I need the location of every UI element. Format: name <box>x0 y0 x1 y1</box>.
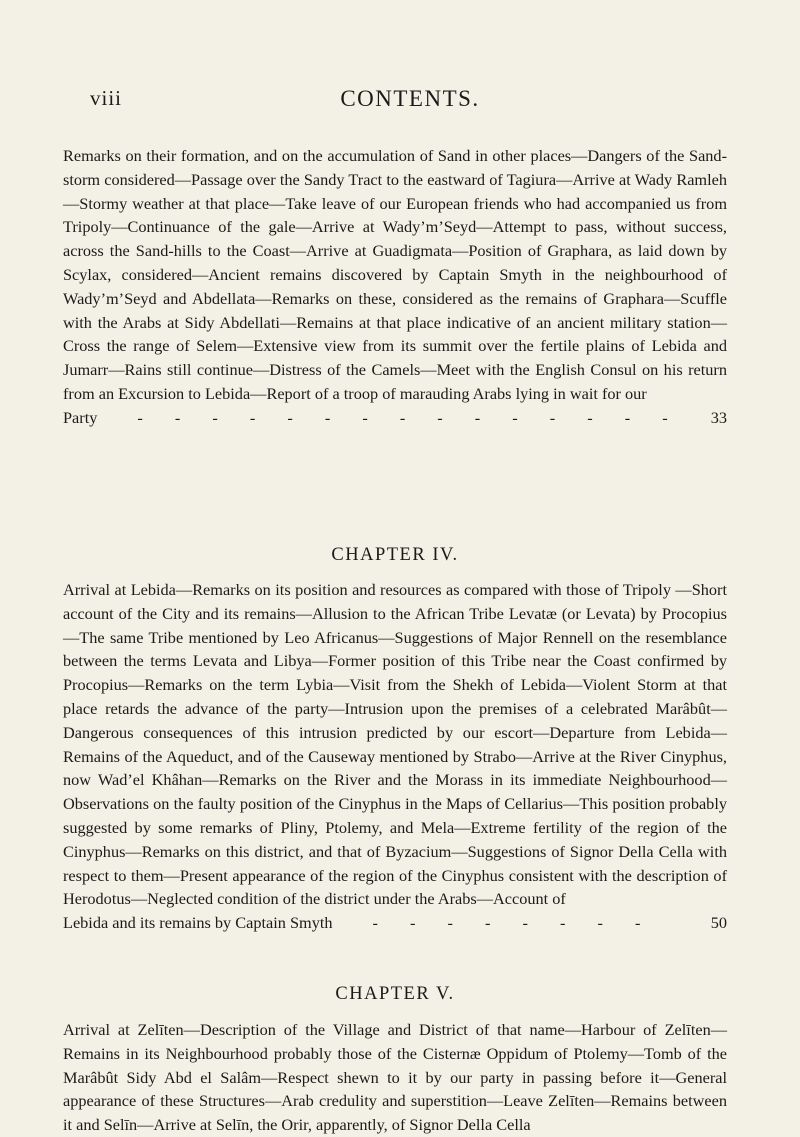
chapter-4-synopsis <box>63 578 727 935</box>
toc-entry-line <box>63 406 727 430</box>
toc-entry-last-words: Lebida and its remains by Captain Smyth <box>63 913 333 933</box>
toc-entry-last-words: Party <box>63 407 98 427</box>
toc-page-number: 33 <box>710 407 727 427</box>
running-head <box>90 86 730 116</box>
toc-page-number: 50 <box>710 913 727 933</box>
page-number: viii <box>90 86 123 110</box>
dot-leader: - - - - - - - - <box>372 913 655 933</box>
dot-leader: - - - - - - - - - - - - - - - <box>137 407 682 427</box>
synopsis-text: Arrival at Zelīten—Description of the Village and District of that name—Harbour of Zelīten—Remains in its Neighbourhood probably those of the Cisternæ Oppidum of Ptolemy—Tomb of the Marâbût Sidy Abd el Salâm—Respect shewn to it by our party in passing before it—General appearance of these Structures—Arab credulity and superstition—Leave Zelīten—Remains between it and Selīn—Arrive at Selīn, the Orir, apparently, of Signor Della Cella <box>63 1020 727 1135</box>
chapter-5-synopsis <box>63 1018 727 1137</box>
toc-entry-line <box>63 911 727 935</box>
synopsis-text: Remarks on their formation, and on the accumulation of Sand in other places—Dangers of the Sand-storm considered—Passage over the Sandy Tract to the eastward of Tagiura—Arrive at Wady Ramleh—Stormy weather at that place—Take leave of our European friends who had accompanied us from Tripoly—Continuance of the gale—Arrive at Wady’m’Seyd—Attempt to pass, without success, across the Sand-hills to the Coast—Arrive at Guadigmata—Position of Graphara, as laid down by Scylax, considered—Ancient remains discovered by Captain Smyth in the neighbourhood of Wady’m’Seyd and Abdellata—Remarks on these, considered as the remains of Graphara—Scuffle with the Arabs at Sidy Abdellati—Remains at that place indicative of an ancient military station—Cross the range of Selem—Extensive view from its summit over the fertile plains of Lebida and Jumarr—Rains still continue—Distress of the Camels—Meet with the English Consul on his return from an Excursion to Lebida—Report of a troop of marauding Arabs lying in wait for our <box>63 146 727 403</box>
chapter-5-heading: CHAPTER V. <box>335 984 455 1004</box>
chapter-4-heading: CHAPTER IV. <box>331 545 459 565</box>
chapter-3-synopsis-continued <box>63 144 727 430</box>
running-title: CONTENTS. <box>340 86 480 111</box>
synopsis-text: Arrival at Lebida—Remarks on its position and resources as compared with those of Tripoly —Short account of the City and its remains—Allusion to the African Tribe Levatæ (or Levata) by Procopius—The same Tribe mentioned by Leo Africanus—Suggestions of Major Rennell on the resemblance between the terms Levata and Libya—Former position of this Tribe near the Coast confirmed by Procopius—Remarks on the term Lybia—Visit from the Shekh of Lebida—Violent Storm at that place retards the advance of the party—Intrusion upon the premises of a celebrated Marâbût—Dangerous consequences of this intrusion predicted by our escort—Departure from Lebida—Remains of the Aqueduct, and of the Causeway mentioned by Strabo—Arrive at the River Cinyphus, now Wad’el Khâhan—Remarks on the River and the Morass in its immediate Neighbourhood—Observations on the faulty position of the Cinyphus in the Maps of Cellarius—This position probably suggested by some remarks of Pliny, Ptolemy, and Mela—Extreme fertility of the region of the Cinyphus—Remarks on this district, and that of Byzacium—Suggestions of Signor Della Cella with respect to them—Present appearance of the region of the Cinyphus consistent with the description of Herodotus—Neglected condition of the district under the Arabs—Account of <box>63 580 727 909</box>
